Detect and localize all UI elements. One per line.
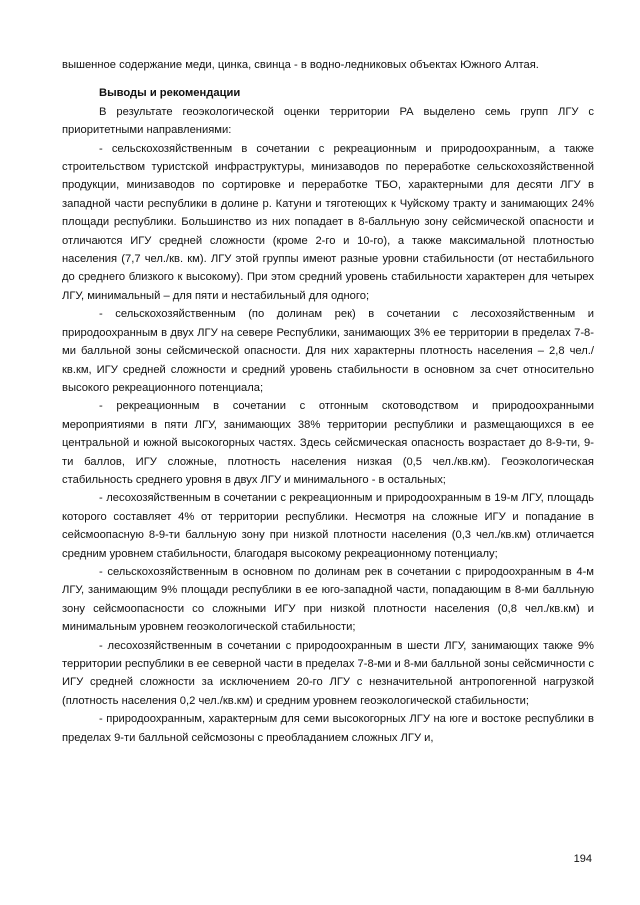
paragraph: - лесохозяйственным в сочетании с природоохранным в шести ЛГУ, занимающих также 9% территории республики в ее северной части в пределах 7-8-ми и 8-ми балльной зоны сейсмичности с ИГУ средней сложности за исключением 20-го ЛГУ с незначительной антропогенной нагрузкой (плотность населения 0,2 чел./кв.км) и средним уровнем геоэкологической стабильности; xyxy=(62,639,594,707)
document-body xyxy=(62,56,594,747)
section-heading: Выводы и рекомендации xyxy=(99,87,241,100)
paragraph: - сельскохозяйственным в основном по долинам рек в сочетании с природоохранным в 4-м ЛГУ, занимающим 9% площади республики в ее юго-западной части, попадающим в 8-ми балльную зону сейсмоопасности со сложными ИГУ при низкой плотности населения (0,8 чел./кв.км) и минимальным уровнем геоэкологической стабильности; xyxy=(62,565,594,634)
intro-fragment: вышенное содержание меди, цинка, свинца - в водно-ледниковых объектах Южного Алтая. xyxy=(62,59,539,71)
paragraph: В результате геоэкологической оценки территории РА выделено семь групп ЛГУ с приоритетными направлениями: xyxy=(62,105,594,137)
paragraph: - рекреационным в сочетании с отгонным скотоводством и природоохранными мероприятиями в пяти ЛГУ, занимающих 38% территории республики и размещающихся в ее центральной и южной высокогорных частях. Здесь сейсмическая опасность возрастает до 8-9-ти, 9-ти баллов, ИГУ сложные, плотность населения низкая (0,5 чел./кв.км). Геоэкологическая стабильность среднего уровня в двух ЛГУ и минимального - в остальных; xyxy=(62,400,594,486)
paragraph: - сельскохозяйственным в сочетании с рекреационным и природоохранным, а также строительством туристской инфраструктуры, минизаводов по переработке сельскохозяйственной продукции, минизаводов по сортировке и переработке ТБО, характерными для десяти ЛГУ в западной части республики в долине р. Катуни и тяготеющих к Чуйскому тракту и занимающих 24% площади республики. Большинство из них попадает в 8-балльную зону сейсмической опасности и отличаются ИГУ средней сложности (кроме 2-го и 10-го), а также максимальной плотностью населения (7,7 чел./кв. км). ЛГУ этой группы имеют разные уровни стабильности (от нестабильного до среднего близкого к высокому). При этом средний уровень стабильности характерен для четырех ЛГУ, минимальный – для пяти и нестабильный для одного; xyxy=(62,142,594,302)
paragraph: - природоохранным, характерным для семи высокогорных ЛГУ на юге и востоке республики в пределах 9-ти балльной сейсмозоны с преобладанием сложных ЛГУ и, xyxy=(62,713,594,744)
page-number: 194 xyxy=(573,853,592,865)
paragraph: - сельскохозяйственным (по долинам рек) в сочетании с лесохозяйственным и природоохранным в двух ЛГУ на севере Республики, занимающих 3% ее территории в пределах 7-8-ми балльной зоны сейсмической опасности. Для них характерны плотность населения – 2,8 чел./кв.км, ИГУ средней сложности и средний уровень стабильности в основном за счет относительно высокого рекреационного потенциала; xyxy=(62,308,594,394)
paragraph: - лесохозяйственным в сочетании с рекреационным и природоохранным в 19-м ЛГУ, площадь которого составляет 4% от территории республики. Несмотря на сложные ИГУ и попадание в сейсмоопасную 8-9-ти балльную зону при низкой плотности населения (0,3 чел./кв.км) отличается средним уровнем стабильности, благодаря высокому рекреационному потенциалу; xyxy=(62,492,594,560)
